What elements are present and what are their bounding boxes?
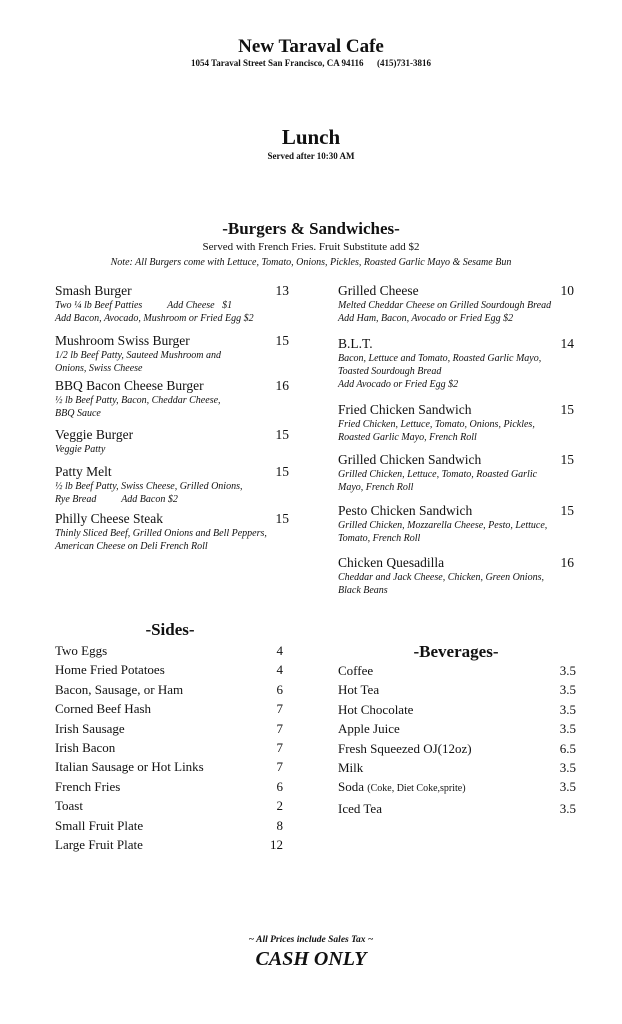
list-item	[55, 835, 283, 854]
list-item	[55, 777, 283, 796]
item-desc: Black Beans	[338, 585, 388, 596]
item-price: 15	[275, 464, 289, 479]
item-name: Chicken Quesadilla	[338, 555, 445, 570]
item-name: Soda	[338, 779, 364, 795]
item-name: Two Eggs	[55, 643, 108, 658]
menu-item	[55, 377, 289, 420]
item-name: Hot Tea	[338, 682, 380, 698]
menu-item	[338, 502, 574, 545]
list-item	[338, 799, 576, 818]
item-desc: ½ lb Beef Patty, Bacon, Cheddar Cheese,	[55, 395, 221, 406]
item-desc: Add Ham, Bacon, Avocado or Fried Egg $2	[338, 313, 514, 324]
item-desc: Melted Cheddar Cheese on Grilled Sourdough Bread	[338, 300, 552, 311]
item-price: 15	[275, 427, 289, 442]
item-price: 7	[276, 759, 283, 775]
menu-item	[55, 463, 289, 506]
item-desc: Veggie Patty	[55, 444, 106, 455]
menu-item	[55, 426, 289, 456]
list-item	[338, 758, 576, 777]
sides-list	[55, 641, 283, 854]
item-name: Coffee	[338, 663, 374, 678]
item-name: Fresh Squeezed OJ(12oz)	[338, 740, 472, 756]
item-price: 3.5	[559, 682, 576, 698]
item-desc: Onions, Swiss Cheese	[55, 363, 143, 374]
item-name: Iced Tea	[338, 800, 382, 816]
list-item	[55, 660, 283, 679]
menu-item	[338, 282, 574, 325]
cash-only: CASH ONLY	[255, 948, 367, 970]
item-price: 15	[275, 333, 289, 348]
lunch-subtitle: Served after 10:30 AM	[267, 151, 355, 161]
item-price: 8	[276, 817, 283, 833]
item-name: Small Fruit Plate	[55, 817, 144, 833]
item-price: 3.5	[559, 779, 576, 795]
item-desc: BBQ Sauce	[55, 408, 101, 419]
burgers-served-with: Served with French Fries. Fruit Substitute add $2	[202, 241, 420, 253]
list-item	[55, 641, 283, 660]
item-name: Milk	[338, 760, 364, 776]
item-name: Hot Chocolate	[338, 701, 414, 717]
tax-note: ~ All Prices include Sales Tax ~	[248, 935, 374, 945]
item-price: 7	[276, 701, 283, 717]
list-item	[338, 661, 576, 680]
item-price: 3.5	[559, 721, 576, 737]
item-desc: Bacon, Lettuce and Tomato, Roasted Garlic Mayo,	[338, 353, 542, 364]
list-item	[338, 739, 576, 758]
item-name: Patty Melt	[55, 464, 112, 479]
burgers-note: Note: All Burgers come with Lettuce, Tomato, Onions, Pickles, Roasted Garlic Mayo & Sesame Bun	[110, 257, 512, 268]
item-price: 15	[560, 452, 574, 467]
item-desc: Cheddar and Jack Cheese, Chicken, Green Onions,	[338, 572, 544, 583]
menu-item	[338, 451, 574, 494]
list-item	[55, 719, 283, 738]
item-price: 6	[276, 681, 283, 697]
item-price: 4	[276, 662, 283, 678]
list-item	[55, 796, 283, 815]
item-name: BBQ Bacon Cheese Burger	[55, 378, 204, 393]
item-price: 7	[276, 720, 283, 736]
lunch-title: Lunch	[281, 125, 341, 149]
item-price: 6	[276, 778, 283, 794]
item-name: French Fries	[55, 778, 121, 794]
cafe-address-line	[0, 58, 622, 68]
item-name: Grilled Chicken Sandwich	[338, 452, 482, 467]
item-price: 6.5	[559, 740, 576, 756]
cafe-name: New Taraval Cafe	[238, 36, 384, 57]
item-price: 13	[275, 283, 289, 298]
item-desc: Add Bacon, Avocado, Mushroom or Fried Egg $2	[55, 313, 254, 324]
item-name: Irish Sausage	[55, 720, 125, 736]
item-desc: Two ¼ lb Beef Patties Add Cheese $1	[55, 300, 233, 311]
list-item	[338, 680, 576, 699]
item-price: 14	[560, 336, 574, 351]
item-name: Toast	[55, 798, 83, 814]
item-name: Large Fruit Plate	[55, 837, 143, 853]
item-price: 3.5	[559, 663, 576, 678]
list-item	[55, 757, 283, 776]
item-desc: ½ lb Beef Patty, Swiss Cheese, Grilled Onions,	[55, 481, 243, 492]
menu-item	[55, 332, 289, 375]
item-desc: Roasted Garlic Mayo, French Roll	[338, 432, 477, 443]
item-desc: Thinly Sliced Beef, Grilled Onions and Bell Peppers,	[55, 528, 267, 539]
cafe-phone: (415)731-3816	[377, 58, 432, 68]
item-price: 15	[560, 402, 574, 417]
item-name: Smash Burger	[55, 283, 132, 298]
beverages-section-title: -Beverages-	[413, 642, 499, 661]
list-item	[55, 738, 283, 757]
list-item	[338, 700, 576, 719]
item-price: 3.5	[559, 701, 576, 717]
item-name: Fried Chicken Sandwich	[338, 402, 472, 417]
menu-item	[338, 401, 574, 444]
item-name: Philly Cheese Steak	[55, 511, 163, 526]
list-item	[338, 719, 576, 738]
item-price: 15	[560, 503, 574, 518]
item-desc: Grilled Chicken, Lettuce, Tomato, Roasted Garlic	[338, 469, 538, 480]
item-desc: 1/2 lb Beef Patty, Sauteed Mushroom and	[55, 350, 221, 361]
item-price: 10	[560, 283, 574, 298]
item-name: Mushroom Swiss Burger	[55, 333, 190, 348]
cafe-address: 1054 Taraval Street San Francisco, CA 94116	[190, 58, 364, 68]
item-price: 7	[276, 740, 283, 756]
item-note: (Coke, Diet Coke,sprite)	[367, 783, 466, 795]
item-desc: Tomato, French Roll	[338, 533, 421, 544]
item-name: Italian Sausage or Hot Links	[55, 759, 204, 775]
item-name: Corned Beef Hash	[55, 701, 152, 717]
list-item	[55, 699, 283, 718]
list-item	[55, 680, 283, 699]
item-price: 4	[276, 643, 283, 658]
item-price: 16	[560, 555, 574, 570]
item-desc: Toasted Sourdough Bread	[338, 366, 442, 377]
item-price: 16	[275, 378, 289, 393]
item-name: Veggie Burger	[55, 427, 134, 442]
menu-item	[338, 335, 574, 391]
sides-section-title: -Sides-	[145, 620, 195, 639]
menu-item	[338, 554, 574, 597]
item-name: Home Fried Potatoes	[55, 662, 165, 678]
item-price: 12	[270, 837, 283, 853]
item-desc: Grilled Chicken, Mozzarella Cheese, Pesto, Lettuce,	[338, 520, 548, 531]
item-desc: Mayo, French Roll	[338, 482, 414, 493]
item-name: Bacon, Sausage, or Ham	[55, 681, 184, 697]
menu-item	[55, 282, 289, 325]
item-name: Irish Bacon	[55, 740, 116, 756]
item-desc: American Cheese on Deli French Roll	[55, 541, 208, 552]
item-price: 15	[275, 511, 289, 526]
item-name: Apple Juice	[338, 721, 400, 737]
item-desc: Fried Chicken, Lettuce, Tomato, Onions, Pickles,	[338, 419, 535, 430]
burgers-section-title: -Burgers & Sandwiches-	[222, 219, 400, 238]
item-price: 3.5	[559, 760, 576, 776]
menu-item	[55, 510, 289, 553]
list-item	[338, 777, 576, 798]
item-name: Grilled Cheese	[338, 283, 419, 298]
item-name: B.L.T.	[338, 336, 373, 351]
item-price: 3.5	[559, 800, 576, 816]
beverages-list	[338, 661, 576, 818]
item-price: 2	[276, 798, 283, 814]
list-item	[55, 816, 283, 835]
item-desc: Add Avocado or Fried Egg $2	[338, 379, 459, 390]
item-name: Pesto Chicken Sandwich	[338, 503, 473, 518]
item-desc: Rye Bread Add Bacon $2	[55, 494, 178, 505]
